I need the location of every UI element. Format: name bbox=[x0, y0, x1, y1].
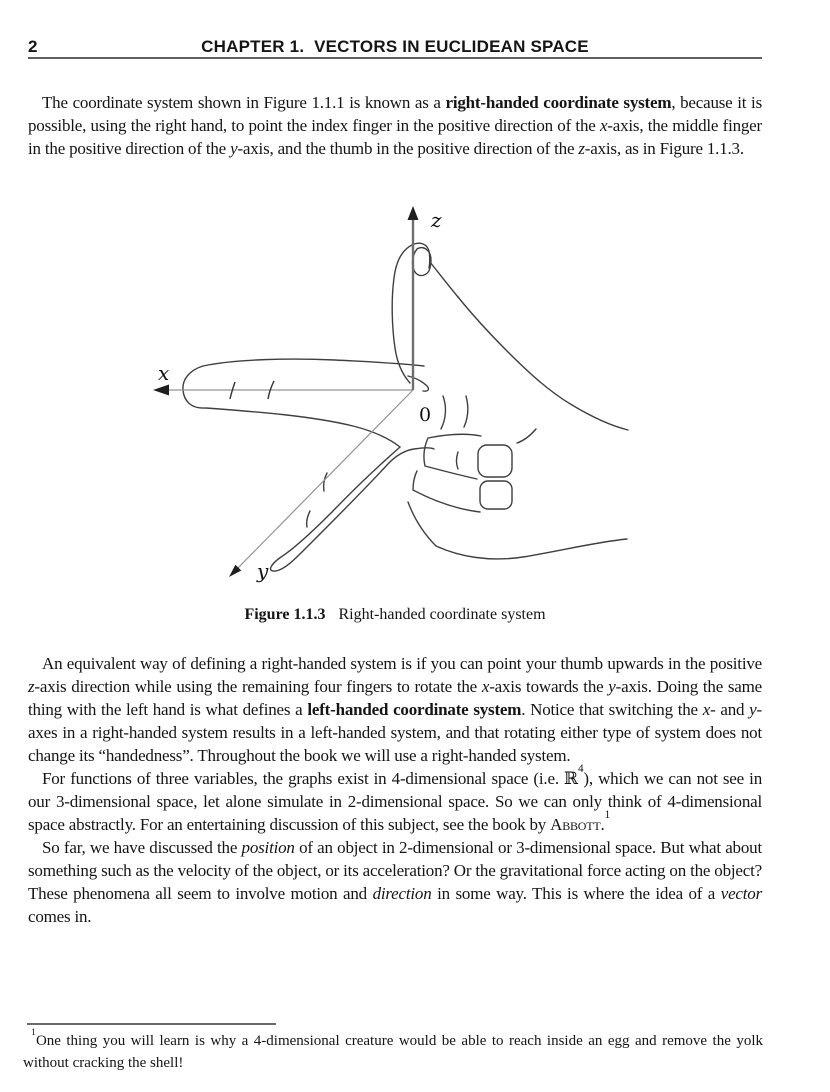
y-axis-label: y bbox=[257, 559, 269, 583]
pinky-finger-nail bbox=[480, 481, 512, 509]
figure-caption-label: Figure 1.1.3 bbox=[244, 606, 326, 623]
z-axis-arrowhead bbox=[408, 206, 419, 220]
paragraph-2: An equivalent way of defining a right-handed system is if you can point your thumb upwards in the positive z-axis direction while using the remaining four fingers to rotate the x-axis towards the y-axis. Doing the same thing with the left hand is what defines a left-handed coordinate system. Notice that switching the x- and y-axes in a right-handed system results in a left-handed system, and that rotating either type of system does not change its “handedness”. Throughout the book we will use a right-handed system. bbox=[28, 654, 763, 765]
ring-finger-nail bbox=[478, 445, 512, 477]
ring-finger bbox=[424, 434, 481, 479]
hand-bottom-contour bbox=[408, 502, 627, 559]
hand-contour bbox=[458, 297, 628, 430]
header-rule bbox=[28, 57, 762, 59]
x-axis-arrowhead bbox=[153, 385, 169, 396]
hand-drawing bbox=[183, 243, 628, 571]
footnote-marker: 1 bbox=[31, 1026, 36, 1038]
paragraph-3: For functions of three variables, the graphs exist in 4-dimensional space (i.e. ℝ$^4$), which we can not see in our 3-dimensional space, let alone simulate in 2-dimensional space. So we can only think of 4-dimensional space abstractly. For an entertaining discussion of this subject, see the book by Abbott.$^1$ bbox=[28, 763, 763, 834]
thumb bbox=[392, 243, 458, 391]
paragraph-block-1 bbox=[28, 91, 762, 160]
figure-caption-text: Right-handed coordinate system bbox=[338, 606, 546, 623]
footnote-text: One thing you will learn is why a 4-dimensional creature would be able to reach inside an egg and remove the yolk without cracking the shell! bbox=[23, 1033, 763, 1071]
middle-finger bbox=[271, 447, 434, 571]
figure-svg bbox=[140, 200, 640, 600]
x-axis-label: x bbox=[158, 361, 170, 385]
palm-creases bbox=[441, 396, 536, 469]
z-axis-label: z bbox=[431, 208, 442, 232]
y-axis-line bbox=[235, 390, 413, 571]
coordinate-axes bbox=[153, 206, 442, 583]
index-finger bbox=[183, 359, 424, 447]
page-number: 2 bbox=[28, 37, 38, 56]
paragraph-4: So far, we have discussed the position of an object in 2-dimensional or 3-dimensional space. But what about something such as the velocity of the object, or its acceleration? Or the gravitational force acting on the object? These phenomena all seem to involve motion and direction in some way. This is where the idea of a vector comes in. bbox=[28, 838, 763, 926]
footnote-rule bbox=[27, 1023, 276, 1025]
thumb-nail bbox=[413, 248, 431, 276]
coordinate-figure bbox=[140, 200, 640, 600]
footnote-paragraph bbox=[23, 1026, 763, 1074]
origin-label: 0 bbox=[419, 404, 432, 426]
paragraph-block-2 bbox=[28, 652, 762, 928]
footnote bbox=[23, 1026, 763, 1074]
figure-caption bbox=[28, 604, 762, 626]
chapter-title: CHAPTER 1. VECTORS IN EUCLIDEAN SPACE bbox=[201, 37, 589, 56]
paragraph-1: The coordinate system shown in Figure 1.1.1 is known as a right-handed coordinate system, because it is possible, using the right hand, to point the index finger in the positive direction of the x-axis, the middle finger in the positive direction of the y-axis, and the thumb in the positive direction of the z-axis, as in Figure 1.1.3. bbox=[28, 93, 762, 158]
